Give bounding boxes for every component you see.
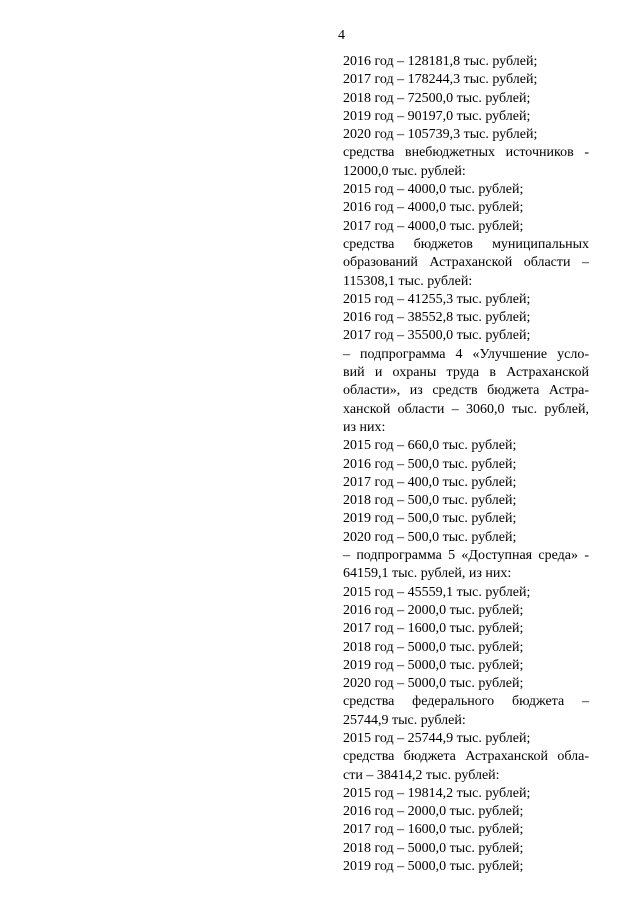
text-line: 2017 год – 35500,0 тыс. рублей; (343, 328, 531, 344)
text-line: 2018 год – 5000,0 тыс. рублей; (343, 639, 524, 655)
text-line: 2016 год – 2000,0 тыс. рублей; (343, 602, 524, 618)
text-line: 25744,9 тыс. рублей: (343, 712, 466, 728)
text-line: 2018 год – 5000,0 тыс. рублей; (343, 840, 524, 856)
text-line: 2020 год – 500,0 тыс. рублей; (343, 529, 517, 545)
text-line: образований Астраханской области – (343, 255, 589, 271)
text-line: 2016 год – 4000,0 тыс. рублей; (343, 200, 524, 216)
text-line: 2016 год – 500,0 тыс. рублей; (343, 456, 517, 472)
text-line: 2019 год – 500,0 тыс. рублей; (343, 511, 517, 527)
document-text-column (343, 53, 589, 876)
text-line: 64159,1 тыс. рублей, из них: (343, 566, 512, 582)
text-line: 2017 год – 178244,3 тыс. рублей; (343, 72, 538, 88)
text-line: средства федерального бюджета – (343, 694, 589, 710)
text-line: 2018 год – 500,0 тыс. рублей; (343, 493, 517, 509)
text-line: 2015 год – 41255,3 тыс. рублей; (343, 291, 531, 307)
text-line: 2016 год – 38552,8 тыс. рублей; (343, 310, 531, 326)
text-line: 2015 год – 45559,1 тыс. рублей; (343, 584, 531, 600)
text-line: области», из средств бюджета Астра- (343, 383, 589, 399)
text-line: 2017 год – 400,0 тыс. рублей; (343, 474, 517, 490)
text-line: 2016 год – 128181,8 тыс. рублей; (343, 54, 538, 69)
text-line: средства внебюджетных источников - (343, 145, 589, 161)
text-line: 2020 год – 5000,0 тыс. рублей; (343, 676, 524, 692)
page-number: 4 (338, 28, 345, 43)
text-line: 2015 год – 660,0 тыс. рублей; (343, 438, 517, 454)
text-line: 115308,1 тыс. рублей: (343, 273, 473, 289)
text-line: – подпрограмма 4 «Улучшение усло- (343, 346, 589, 362)
text-line: 2015 год – 25744,9 тыс. рублей; (343, 730, 531, 746)
text-line: 2019 год – 5000,0 тыс. рублей; (343, 859, 524, 875)
text-line: – подпрограмма 5 «Доступная среда» - (343, 548, 589, 564)
text-line: средства бюджетов муниципальных (343, 236, 589, 252)
text-line: 2015 год – 4000,0 тыс. рублей; (343, 182, 524, 198)
text-line: 12000,0 тыс. рублей: (343, 163, 466, 179)
text-line: ханской области – 3060,0 тыс. рублей, (343, 401, 589, 417)
text-line: 2017 год – 1600,0 тыс. рублей; (343, 621, 524, 637)
text-line: 2016 год – 2000,0 тыс. рублей; (343, 804, 524, 820)
text-line: сти – 38414,2 тыс. рублей: (343, 767, 500, 783)
text-line: 2019 год – 5000,0 тыс. рублей; (343, 657, 524, 673)
text-line: 2019 год – 90197,0 тыс. рублей; (343, 108, 531, 124)
text-line: 2018 год – 72500,0 тыс. рублей; (343, 90, 531, 106)
text-line: средства бюджета Астраханской обла- (343, 749, 589, 765)
text-line: вий и охраны труда в Астраханской (343, 365, 589, 381)
text-line: 2020 год – 105739,3 тыс. рублей; (343, 127, 538, 143)
text-line: 2015 год – 19814,2 тыс. рублей; (343, 785, 531, 801)
text-line: 2017 год – 1600,0 тыс. рублей; (343, 822, 524, 838)
text-line: из них: (343, 419, 386, 435)
text-line: 2017 год – 4000,0 тыс. рублей; (343, 218, 524, 234)
